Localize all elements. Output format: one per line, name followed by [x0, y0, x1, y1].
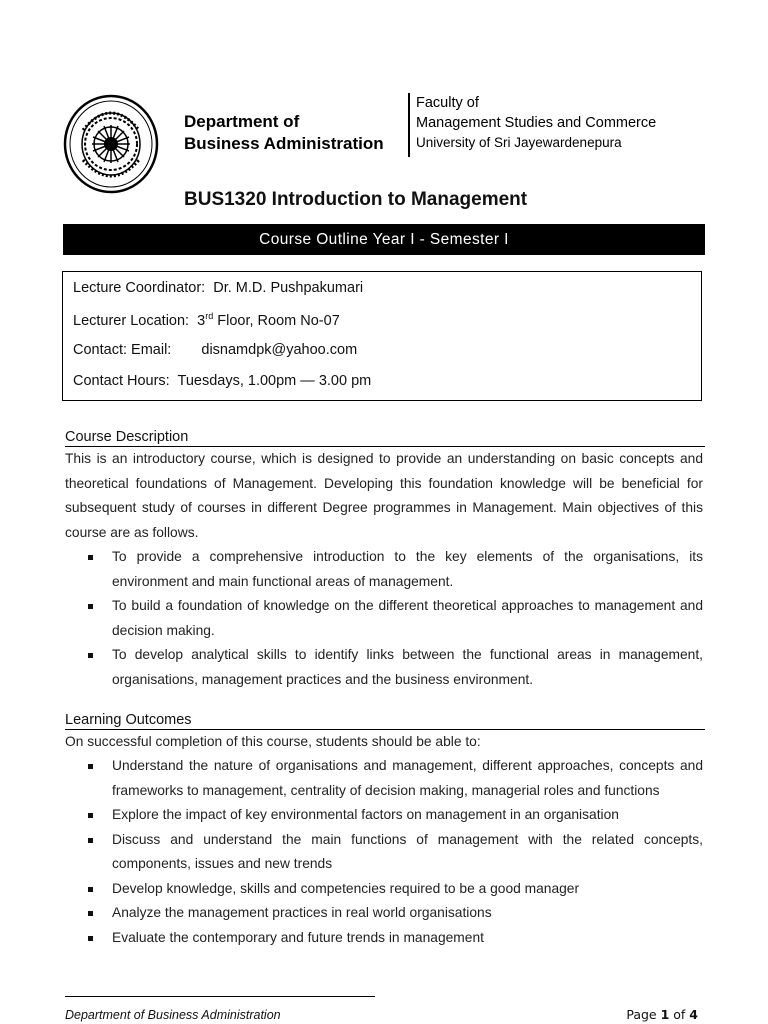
- list-item: Analyze the management practices in real world organisations: [85, 901, 703, 926]
- header-divider: [408, 93, 410, 157]
- objectives-list: [85, 545, 703, 692]
- outcomes-list: [85, 754, 703, 950]
- list-item: Develop knowledge, skills and competencies required to be a good manager: [85, 877, 703, 902]
- email-value[interactable]: disnamdpk@yahoo.com: [201, 342, 358, 358]
- coordinator-value: Dr. M.D. Pushpakumari: [213, 280, 364, 296]
- location-floor: 3: [197, 312, 206, 329]
- hours-row: [73, 373, 371, 389]
- location-ordinal: rd: [205, 311, 214, 321]
- department-name: [184, 111, 384, 155]
- footer-department: Department of Business Administration: [65, 1008, 281, 1022]
- department-line-2: Business Administration: [184, 134, 384, 153]
- list-item: To build a foundation of knowledge on the different theoretical approaches to management and decision making.: [85, 594, 703, 643]
- list-item: Explore the impact of key environmental factors on management in an organisation: [85, 803, 703, 828]
- faculty-block: [416, 93, 656, 153]
- faculty-line-2: Management Studies and Commerce: [416, 115, 657, 131]
- faculty-line-1: Faculty of: [416, 95, 479, 111]
- department-line-1: Department of: [184, 112, 300, 131]
- university-name: University of Sri Jayewardenepura: [416, 135, 622, 150]
- email-row: [73, 342, 357, 358]
- email-label: Contact: Email:: [73, 342, 172, 358]
- list-item: To provide a comprehensive introduction to the key elements of the organisations, its environment and main functional areas of management.: [85, 545, 703, 594]
- location-label: Lecturer Location:: [73, 312, 190, 329]
- list-item: Discuss and understand the main functions of management with the related concepts, components, issues and new trends: [85, 828, 703, 877]
- coordinator-row: [73, 280, 363, 296]
- course-description-heading: Course Description: [65, 429, 705, 447]
- page-total: 4: [689, 1007, 698, 1022]
- course-title: BUS1320 Introduction to Management: [184, 189, 528, 210]
- course-info-box: [62, 271, 702, 401]
- list-item: Evaluate the contemporary and future trends in management: [85, 926, 703, 951]
- page-of: of: [669, 1007, 690, 1022]
- list-item: To develop analytical skills to identify links between the functional areas in management, organisations, management practices and the business environment.: [85, 643, 703, 692]
- university-seal-icon: [63, 94, 159, 194]
- hours-label: Contact Hours:: [73, 373, 170, 389]
- hours-value: Tuesdays, 1.00pm — 3.00 pm: [177, 373, 372, 389]
- page-number: [626, 1007, 698, 1022]
- location-room: Floor, Room No-07: [213, 312, 340, 329]
- footer-divider: [65, 996, 375, 997]
- location-row: [73, 311, 340, 329]
- course-outline-banner: Course Outline Year I - Semester I: [63, 224, 705, 255]
- page-current: 1: [660, 1007, 670, 1022]
- list-item: Understand the nature of organisations and management, different approaches, concepts and frameworks to management, centrality of decision making, managerial roles and functions: [85, 754, 703, 803]
- coordinator-label: Lecture Coordinator:: [73, 280, 206, 296]
- page-prefix: Page: [626, 1007, 661, 1022]
- course-description-text: This is an introductory course, which is designed to provide an understanding on basic concepts and theoretical foundations of Management. Developing this foundation knowledge will be beneficial for subsequent study of courses in different Degree programmes in Management. Main objectives of this course are as follows.: [65, 451, 703, 540]
- learning-outcomes-heading: Learning Outcomes: [65, 712, 705, 730]
- learning-outcomes-intro: On successful completion of this course, students should be able to:: [65, 734, 481, 749]
